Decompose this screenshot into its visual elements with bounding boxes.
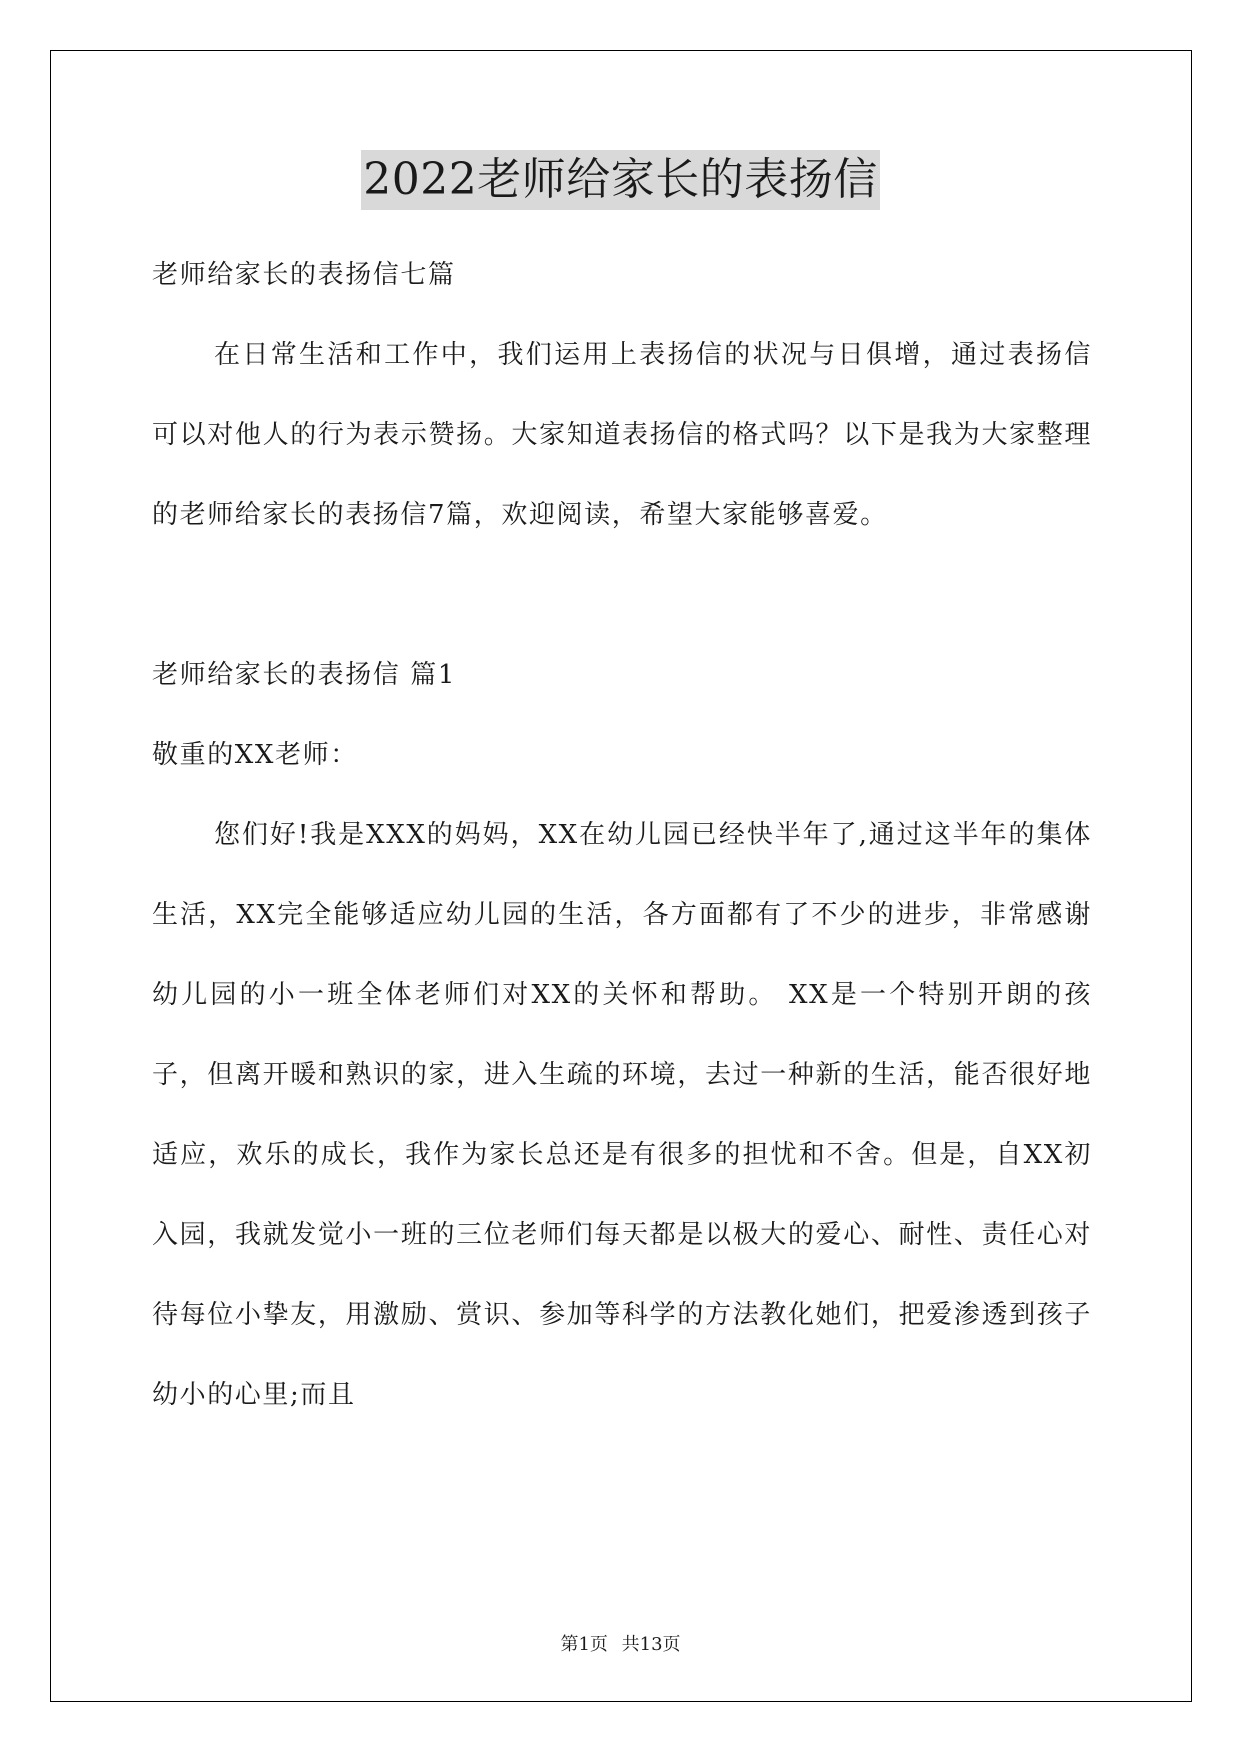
document-title: 2022老师给家长的表扬信 xyxy=(361,150,879,210)
salutation: 敬重的XX老师： xyxy=(152,740,358,770)
subtitle: 老师给家长的表扬信七篇 xyxy=(152,260,456,290)
section-gap xyxy=(152,555,1092,635)
title-container xyxy=(0,150,1241,210)
body-paragraph: 您们好!我是XXX的妈妈，XX在幼儿园已经快半年了,通过这半年的集体生活，XX完全能够适应幼儿园的生活，各方面都有了不少的进步，非常感谢幼儿园的小一班全体老师们对XX的关怀和帮助。 XX是一个特别开朗的孩子，但离开暖和熟识的家，进入生疏的环境，去过一种新的生活，能否很好地适应，欢乐的成长，我作为家长总还是有很多的担忧和不舍。但是，自XX初入园，我就发觉小一班的三位老师们每天都是以极大的爱心、耐性、责任心对待每位小挚友，用激励、赏识、参加等科学的方法教化她们，把爱渗透到孩子幼小的心里;而且 xyxy=(152,820,1092,1410)
total-pages: 共13页 xyxy=(621,1634,681,1655)
page-footer xyxy=(0,1630,1241,1656)
section-heading: 老师给家长的表扬信 篇1 xyxy=(152,660,457,690)
current-page: 第1页 xyxy=(560,1634,608,1655)
intro-paragraph: 在日常生活和工作中，我们运用上表扬信的状况与日俱增，通过表扬信可以对他人的行为表示赞扬。大家知道表扬信的格式吗？以下是我为大家整理的老师给家长的表扬信7篇，欢迎阅读，希望大家能够喜爱。 xyxy=(152,340,1092,530)
document-body xyxy=(152,235,1092,1435)
